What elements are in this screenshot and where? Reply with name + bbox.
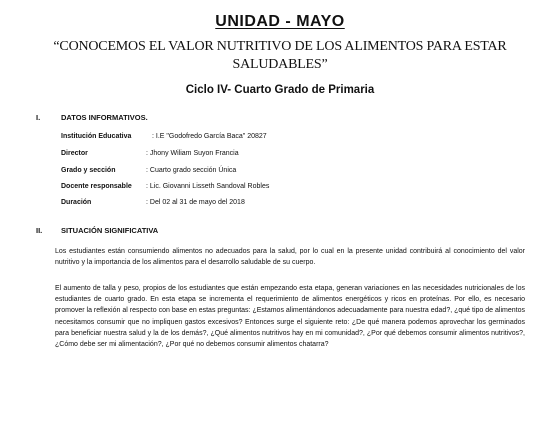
info-label-docente: Docente responsable <box>61 183 132 190</box>
paragraph-2: El aumento de talla y peso, propios de los estudiantes que están empezando esta etapa, generan variaciones en las necesidades nutricionales de los estudiantes de cuarto grado. En esta etapa se incrementa el requerimiento de alimentos energéticos y ricos en proteínas. Por ello, es necesario promover la reflexión al respecto con base en estas preguntas: ¿Estamos alimentándonos adecuadamente para nuestra edad?, ¿qué tipo de alimentos necesitamos consumir que no impliquen gastos excesivos? Entonces surge el siguiente reto: ¿De qué manera podemos aprovechar los germinados para beneficiar nuestra salud y la de los demás?, ¿Qué alimentos nutritivos hay en mi comunidad?, ¿Por qué debemos consumir alimentos nutritivos?, ¿Cómo debe ser mi alimentación?, ¿Por qué no debemos consumir alimentos chatarra? <box>55 285 525 349</box>
info-value-docente: : Lic. Giovanni Lisseth Sandoval Robles <box>146 183 270 190</box>
info-value-duracion: : Del 02 al 31 de mayo del 2018 <box>146 199 245 206</box>
info-label-duracion: Duración <box>61 199 92 206</box>
info-label-grado: Grado y sección <box>61 167 116 174</box>
section-1-title: DATOS INFORMATIVOS. <box>61 113 148 122</box>
unit-subtitle: “CONOCEMOS EL VALOR NUTRITIVO DE LOS ALIMENTOS PARA ESTAR SALUDABLES” <box>53 39 507 72</box>
cycle-heading: Ciclo IV- Cuarto Grado de Primaria <box>185 84 375 96</box>
paragraph-1: Los estudiantes están consumiendo alimentos no adecuados para la salud, por lo cual en la presente unidad contribuirá al conocimiento del valor nutritivo y la importancia de los alimentos para el desarrollo saludable de su cuerpo. <box>55 248 525 267</box>
info-label-director: Director <box>61 150 88 157</box>
section-2-number: II. <box>36 226 43 235</box>
unit-title <box>0 13 560 31</box>
unit-title-text: UNIDAD - MAYO <box>215 13 345 30</box>
info-value-director: : Jhony Wiliam Suyon Francia <box>146 150 239 157</box>
info-value-grado: : Cuarto grado sección Única <box>146 167 237 174</box>
section-2-title: SITUACIÓN SIGNIFICATIVA <box>61 226 159 235</box>
info-label-institucion: Institución Educativa <box>61 133 132 140</box>
section-1-number: I. <box>36 113 41 122</box>
info-value-institucion: : I.E "Godofredo García Baca" 20827 <box>152 133 267 140</box>
